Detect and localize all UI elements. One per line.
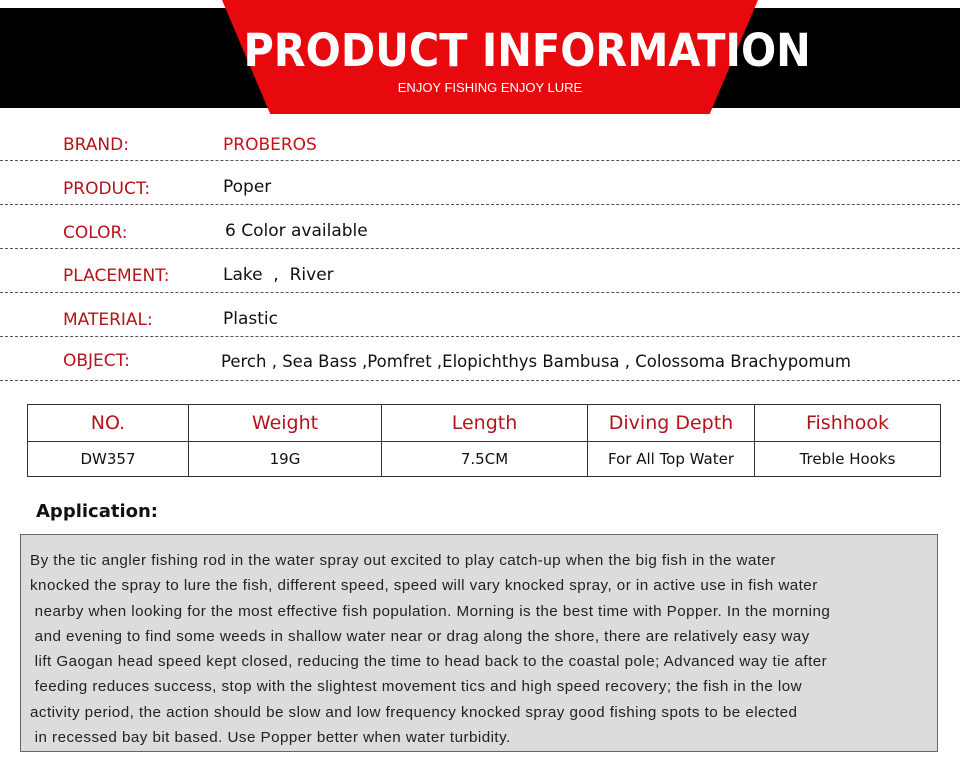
application-text-line: nearby when looking for the most effective fish population. Morning is the best time with Popper. In the morning — [30, 602, 831, 620]
info-row-object — [0, 337, 960, 381]
info-value: Poper — [223, 177, 272, 197]
info-value: Lake , River — [223, 265, 334, 285]
info-value: Perch , Sea Bass ,Pomfret ,Elopichthys Bambusa , Colossoma Brachypomum — [221, 352, 851, 371]
application-text-box — [20, 534, 938, 752]
table-cell: For All Top Water — [588, 442, 755, 477]
table-cell: Treble Hooks — [755, 442, 941, 477]
info-value: PROBEROS — [223, 135, 317, 155]
table-cell: 7.5CM — [382, 442, 588, 477]
page-subtitle: ENJOY FISHING ENJOY LURE — [397, 80, 583, 95]
application-text-line: feeding reduces success, stop with the slightest movement tics and high speed recovery; the fish in the low — [30, 678, 803, 696]
dashed-divider — [0, 380, 960, 381]
info-row-material — [0, 293, 960, 337]
info-row-brand — [0, 117, 960, 161]
table-cell: 19G — [189, 442, 382, 477]
specs-table — [27, 404, 941, 477]
application-text-line: lift Gaogan head speed kept closed, reducing the time to head back to the coastal pole; Advanced way tie after — [30, 653, 828, 671]
info-row-color — [0, 205, 960, 249]
table-header-row — [28, 405, 941, 442]
table-row — [28, 442, 941, 477]
info-label: OBJECT: — [63, 351, 130, 371]
column-header: Length — [382, 405, 588, 442]
column-header: Weight — [189, 405, 382, 442]
application-text-line: activity period, the action should be slow and low frequency knocked spray good fishing spots to be elected — [30, 703, 798, 721]
column-header: Diving Depth — [588, 405, 755, 442]
application-text-line: in recessed bay bit based. Use Popper better when water turbidity. — [30, 729, 511, 747]
info-label: COLOR: — [63, 223, 128, 243]
info-label: BRAND: — [63, 135, 129, 155]
info-label: PRODUCT: — [63, 179, 151, 199]
info-row-placement — [0, 249, 960, 293]
info-value: Plastic — [223, 309, 278, 329]
info-label: PLACEMENT: — [63, 266, 170, 286]
application-text-line: knocked the spray to lure the fish, different speed, speed will vary knocked spray, or in active use in fish water — [30, 577, 818, 595]
table-cell: DW357 — [28, 442, 189, 477]
column-header: NO. — [28, 405, 189, 442]
application-heading: Application: — [36, 501, 159, 522]
application-text-line: By the tic angler fishing rod in the water spray out excited to play catch-up when the big fish in the water — [30, 552, 776, 569]
info-label: MATERIAL: — [63, 310, 153, 330]
info-row-product — [0, 161, 960, 205]
page-title: PRODUCT INFORMATION — [243, 24, 811, 77]
info-value: 6 Color available — [225, 221, 368, 241]
application-text-line: and evening to find some weeds in shallow water near or drag along the shore, there are relatively easy way — [30, 627, 810, 645]
column-header: Fishhook — [755, 405, 941, 442]
